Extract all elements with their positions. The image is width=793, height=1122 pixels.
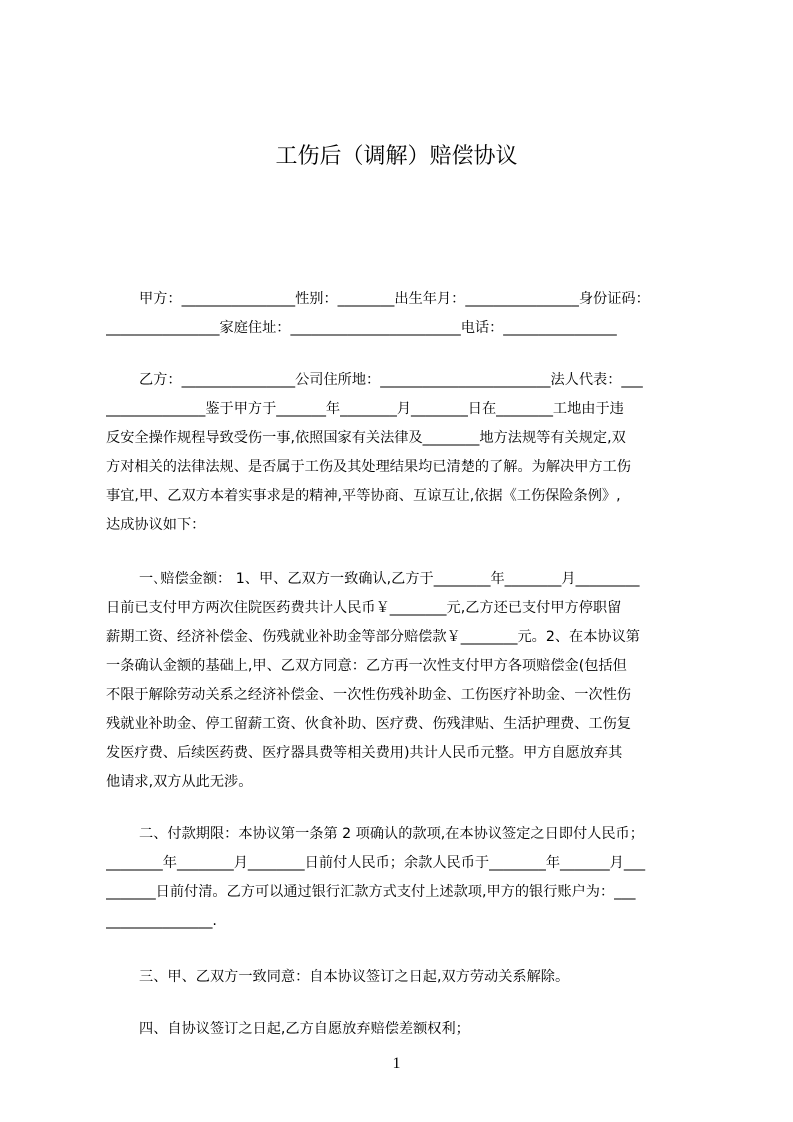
clause-compensation-amount	[106, 565, 698, 797]
clause-line: _______日前付清。乙方可以通过银行汇款方式支付上述款项,甲方的银行账户为：___	[106, 884, 636, 900]
party-b-line: 事宜,甲、乙双方本着实事求是的精神,平等协商、互谅互让,依据《工伤保险条例》,	[106, 488, 621, 504]
document-body	[106, 285, 698, 1044]
clause-line: 四、自协议签订之日起,乙方自愿放弃赔偿差额权利；	[139, 1021, 470, 1037]
clause-line: 残就业补助金、停工留薪工资、伙食补助、医疗费、伤残津贴、生活护理费、工伤复	[106, 716, 631, 732]
clause-termination	[106, 963, 698, 992]
clause-line: 三、甲、乙双方一致同意：自本协议签订之日起,双方劳动关系解除。	[139, 969, 570, 985]
clause-waiver	[106, 1015, 698, 1044]
party-b-section	[106, 366, 698, 540]
clause-line: 他请求,双方从此无涉。	[106, 774, 253, 790]
party-a-line: ________________家庭住址：________________________电话：________________	[106, 320, 617, 336]
page-number: 1	[392, 1055, 401, 1072]
clause-line: _______________.	[106, 913, 217, 929]
clause-line: ________年________月________日前付人民币；余款人民币于________年_______月___	[106, 855, 646, 871]
clause-line: 不限于解除劳动关系之经济补偿金、一次性伤残补助金、工伤医疗补助金、一次性伤	[106, 687, 631, 703]
clause-payment-term	[106, 820, 698, 936]
party-a-line: 甲方：________________性别：________出生年月：________________身份证码：	[139, 291, 650, 307]
party-b-line: 达成协议如下：	[106, 517, 206, 533]
party-b-line: 反安全操作规程导致受伤一事,依照国家有关法律及________地方法规等有关规定,双	[106, 430, 626, 446]
document-title: 工伤后（调解）赔偿协议	[275, 144, 518, 169]
clause-line: 发医疗费、后续医药费、医疗器具费等相关费用)共计人民币元整。甲方自愿放弃其	[106, 745, 623, 761]
clause-line: 一条确认金额的基础上,甲、乙双方同意：乙方再一次性支付甲方各项赔偿金(包括但	[106, 658, 627, 674]
clause-line: 二、付款期限：本协议第一条第 2 项确认的款项,在本协议签定之日即付人民币；	[139, 826, 644, 842]
party-b-line: 方对相关的法律法规、是否属于工伤及其处理结果均已清楚的了解。为解决甲方工伤	[106, 459, 631, 475]
party-a-section	[106, 285, 698, 343]
clause-line: 薪期工资、经济补偿金、伤残就业补助金等部分赔偿款￥________元。2、在本协议第	[106, 629, 640, 645]
party-b-line: ______________鉴于甲方于_______年________月________日在________工地由于违	[106, 401, 624, 417]
clause-line: 日前已支付甲方两次住院医药费共计人民币￥________元,乙方还已支付甲方停职留	[106, 600, 622, 616]
party-b-line: 乙方：________________公司住所地：________________________法人代表：___	[139, 372, 643, 388]
clause-line: 一､赔偿金额： 1、甲、乙双方一致确认,乙方于________年________月_________	[139, 571, 640, 587]
